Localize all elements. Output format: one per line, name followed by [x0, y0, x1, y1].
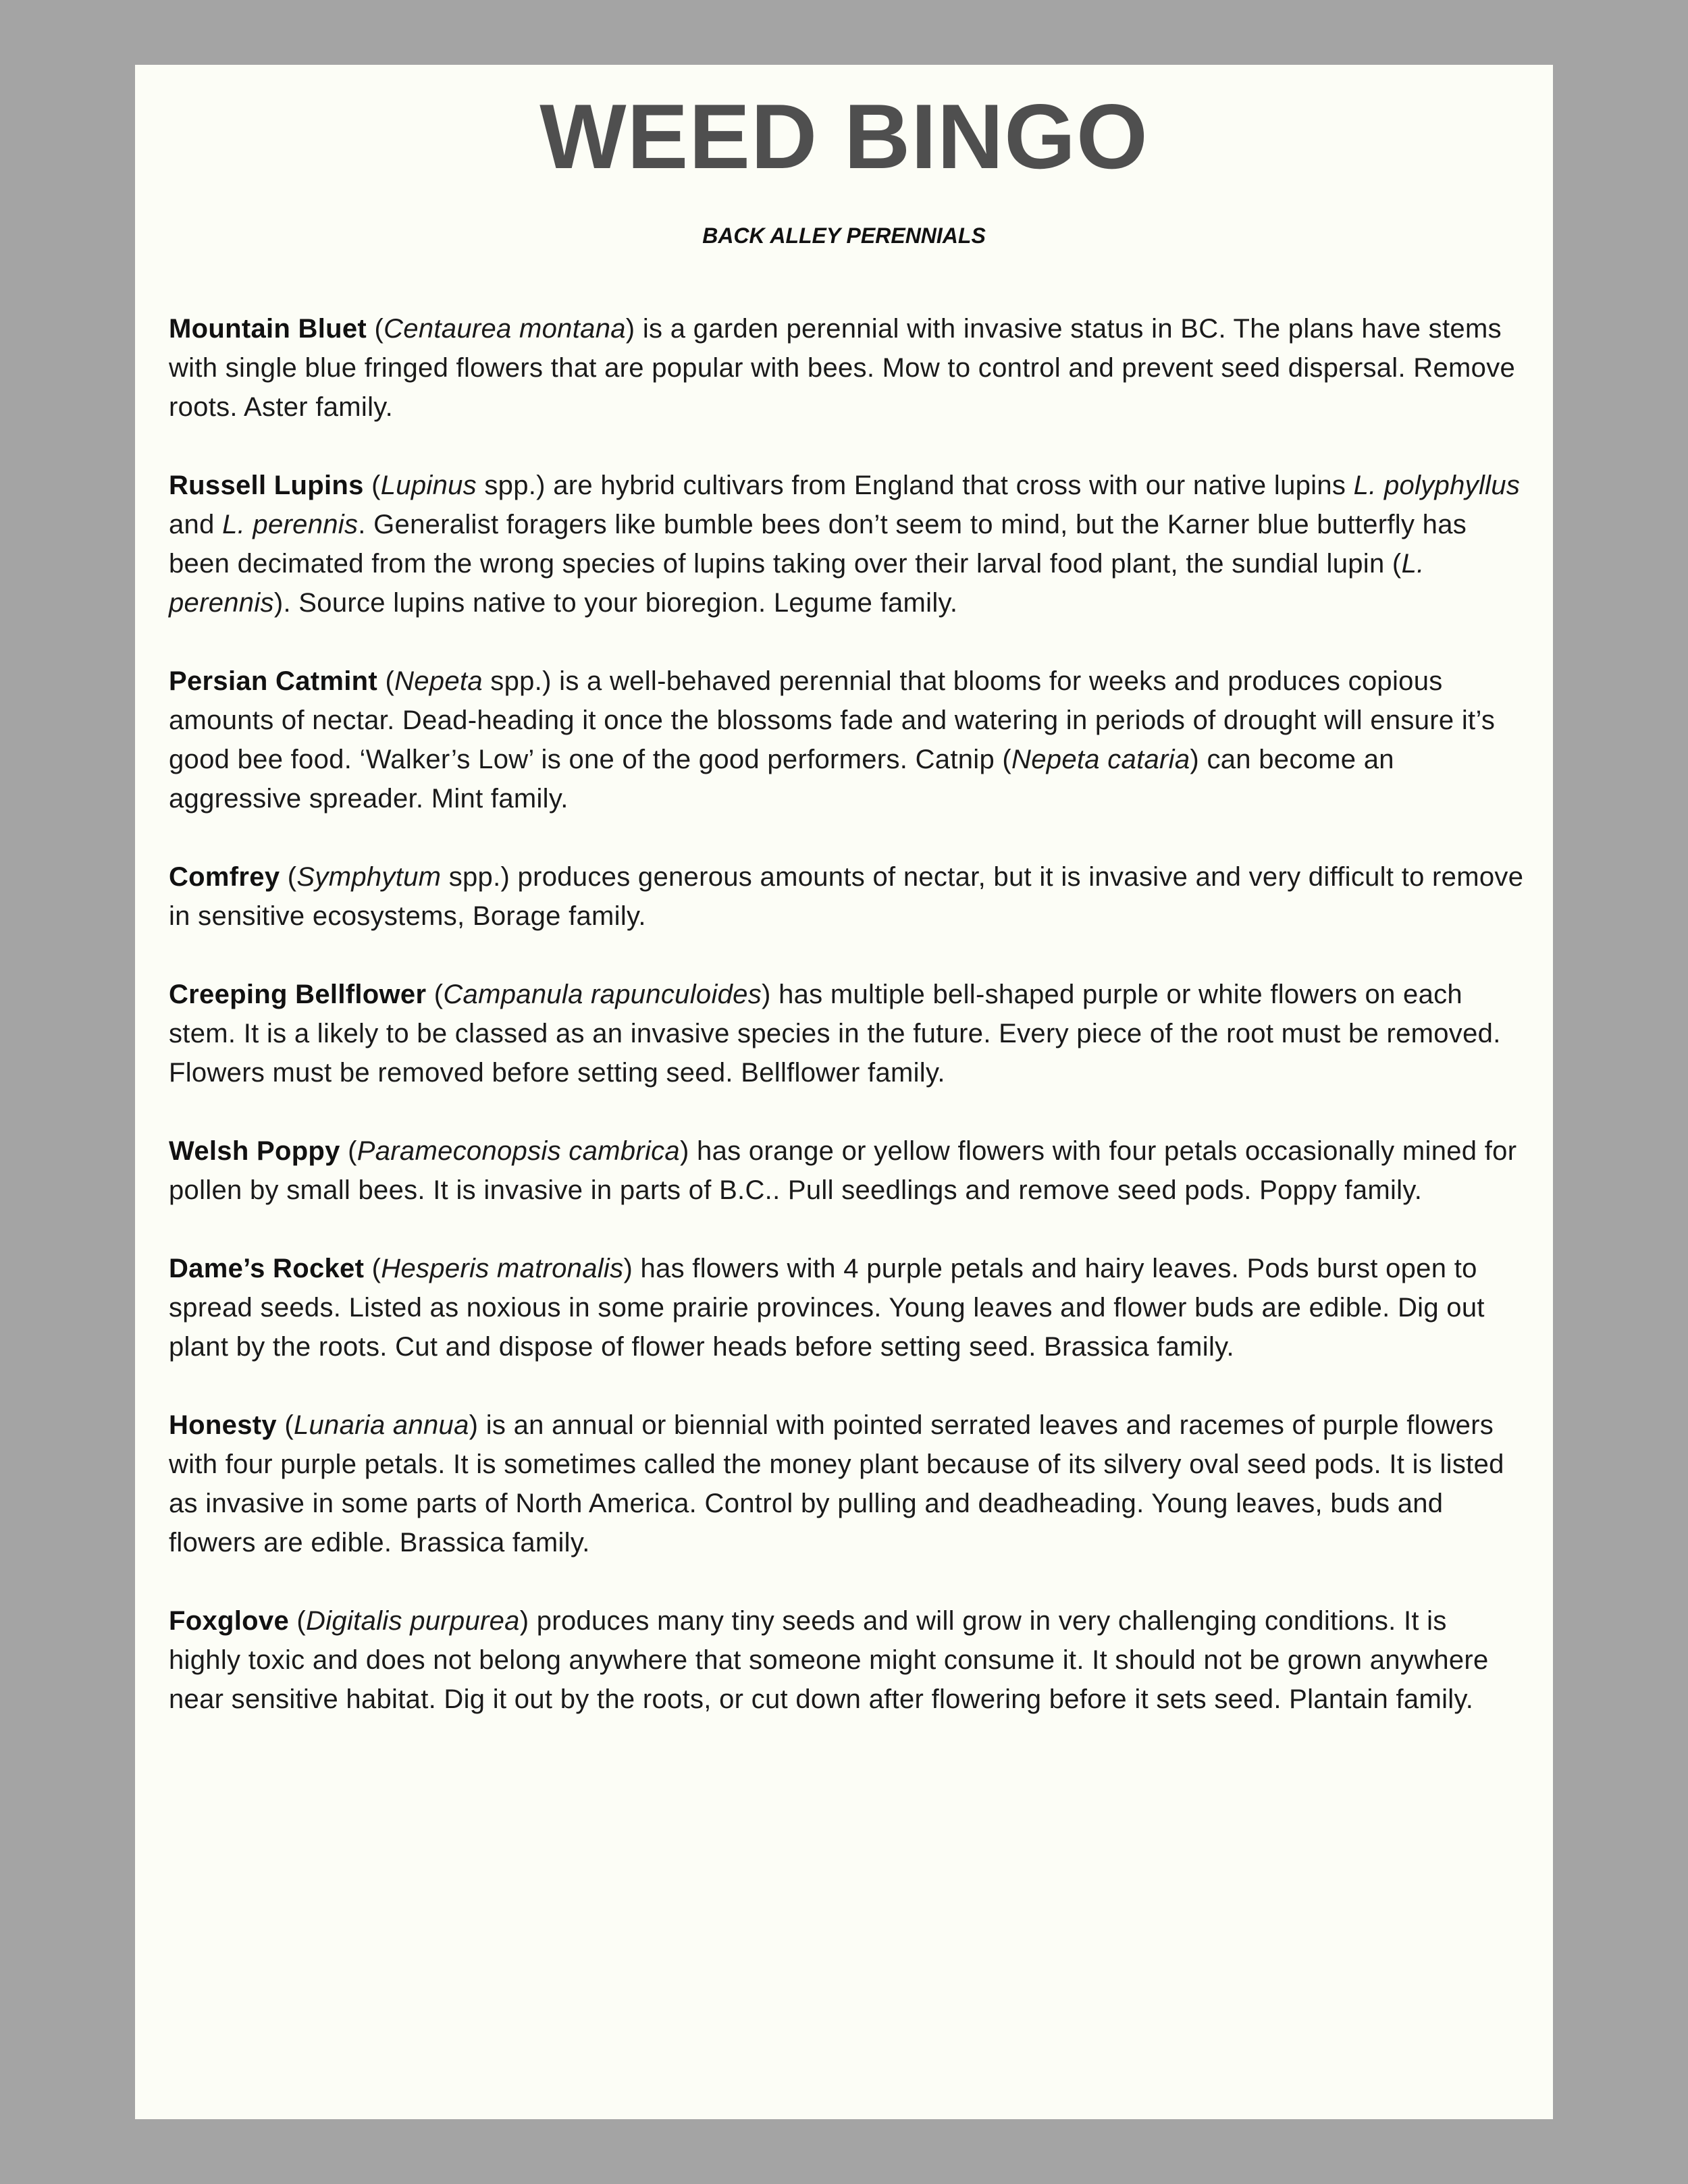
- plant-description-text: ). Source lupins native to your bioregion. Legume family.: [273, 588, 958, 618]
- plant-entry-honesty: [169, 1406, 1526, 1562]
- plant-description-text: (: [377, 666, 395, 696]
- plant-description-text: . Generalist foragers like bumble bees don’t seem to mind, but the Karner blue butterfly has been decimated from the wrong species of lupins taking over their larval food plant, the sundial lupin (: [169, 510, 1467, 579]
- plant-description-text: ) has orange or yellow flowers with four petals occasionally mined for pollen by small bees. It is invasive in parts of B.C.. Pull seedlings and remove seed pods. Poppy family.: [169, 1136, 1517, 1205]
- document-page: [135, 65, 1553, 2119]
- plant-description-text: (: [340, 1136, 357, 1166]
- plant-description-text: (: [280, 862, 297, 892]
- plant-description-text: ) can become an aggressive spreader. Mint family.: [169, 745, 1394, 814]
- plant-description-text: ) has flowers with 4 purple petals and hairy leaves. Pods burst open to spread seeds. Listed as noxious in some prairie provinces. Young leaves and flower buds are edible. Dig out plant by the roots. Cut and dispose of flower heads before setting seed. Brassica family.: [169, 1254, 1485, 1362]
- plant-description-text: (: [367, 314, 384, 344]
- page-subtitle: BACK ALLEY PERENNIALS: [702, 223, 986, 248]
- page-title: WEED BINGO: [539, 85, 1149, 188]
- plant-scientific-name: Centaurea montana: [384, 314, 626, 344]
- plant-common-name: Welsh Poppy: [169, 1136, 340, 1166]
- plant-common-name: Honesty: [169, 1410, 277, 1440]
- plant-description-text: ) is an annual or biennial with pointed serrated leaves and racemes of purple flowers with four purple petals. It is sometimes called the money plant because of its silvery oval seed pods. It is listed as invasive in some parts of North America. Control by pulling and deadheading. Young leaves, buds and flowers are edible. Brassica family.: [169, 1410, 1504, 1557]
- plant-description-text: spp.) are hybrid cultivars from England that cross with our native lupins: [476, 471, 1354, 500]
- plant-scientific-name: Nepeta cataria: [1011, 745, 1190, 774]
- plant-scientific-name: Parameconopsis cambrica: [357, 1136, 680, 1166]
- plant-entries: [169, 309, 1526, 1758]
- plant-scientific-name: Campanula rapunculoides: [443, 980, 762, 1009]
- plant-common-name: Russell Lupins: [169, 471, 364, 500]
- plant-common-name: Foxglove: [169, 1606, 289, 1636]
- plant-common-name: Dame’s Rocket: [169, 1254, 365, 1283]
- plant-entry-foxglove: [169, 1601, 1526, 1719]
- plant-description-text: (: [363, 471, 381, 500]
- plant-common-name: Persian Catmint: [169, 666, 378, 696]
- plant-scientific-name: Hesperis matronalis: [381, 1254, 624, 1283]
- plant-scientific-name: L. polyphyllus: [1353, 471, 1521, 500]
- plant-description-text: ) has multiple bell-shaped purple or white flowers on each stem. It is a likely to be classed as an invasive species in the future. Every piece of the root must be removed. Flowers must be removed before setting seed. Bellflower family.: [169, 980, 1501, 1088]
- plant-entry-welsh-poppy: [169, 1131, 1526, 1210]
- plant-description-text: ) produces many tiny seeds and will grow in very challenging conditions. It is highly toxic and does not belong anywhere that someone might consume it. It should not be grown anywhere near sensitive habitat. Dig it out by the roots, or cut down after flowering before it sets seed. Plantain family.: [169, 1606, 1489, 1714]
- plant-description-text: (: [276, 1410, 294, 1440]
- plant-scientific-name: Nepeta: [394, 666, 483, 696]
- plant-description-text: (: [364, 1254, 381, 1283]
- plant-entry-comfrey: [169, 857, 1526, 936]
- plant-common-name: Comfrey: [169, 862, 280, 892]
- plant-common-name: Creeping Bellflower: [169, 980, 427, 1009]
- plant-scientific-name: Lupinus: [380, 471, 477, 500]
- plant-entry-mountain-bluet: [169, 309, 1526, 427]
- plant-scientific-name: Lunaria annua: [293, 1410, 469, 1440]
- plant-description-text: and: [169, 510, 223, 539]
- plant-description-text: (: [426, 980, 444, 1009]
- plant-entry-russell-lupins: [169, 466, 1526, 622]
- plant-scientific-name: Digitalis purpurea: [306, 1606, 520, 1636]
- plant-scientific-name: L. perennis: [169, 549, 1425, 618]
- plant-description-text: ) is a garden perennial with invasive status in BC. The plans have stems with single blue fringed flowers that are popular with bees. Mow to control and prevent seed dispersal. Remove roots. Aster family.: [169, 314, 1516, 422]
- plant-entry-dames-rocket: [169, 1249, 1526, 1366]
- plant-scientific-name: Symphytum: [296, 862, 442, 892]
- plant-entry-creeping-bellflower: [169, 975, 1526, 1092]
- plant-description-text: spp.) is a well-behaved perennial that blooms for weeks and produces copious amounts of nectar. Dead-heading it once the blossoms fade and watering in periods of drought will ensure it’s good bee food. ‘Walker’s Low’ is one of the good performers. Catnip (: [169, 666, 1496, 774]
- plant-entry-persian-catmint: [169, 662, 1526, 818]
- plant-scientific-name: L. perennis: [222, 510, 359, 539]
- plant-description-text: (: [289, 1606, 307, 1636]
- plant-common-name: Mountain Bluet: [169, 314, 367, 344]
- plant-description-text: spp.) produces generous amounts of nectar, but it is invasive and very difficult to remove in sensitive ecosystems, Borage family.: [169, 862, 1524, 931]
